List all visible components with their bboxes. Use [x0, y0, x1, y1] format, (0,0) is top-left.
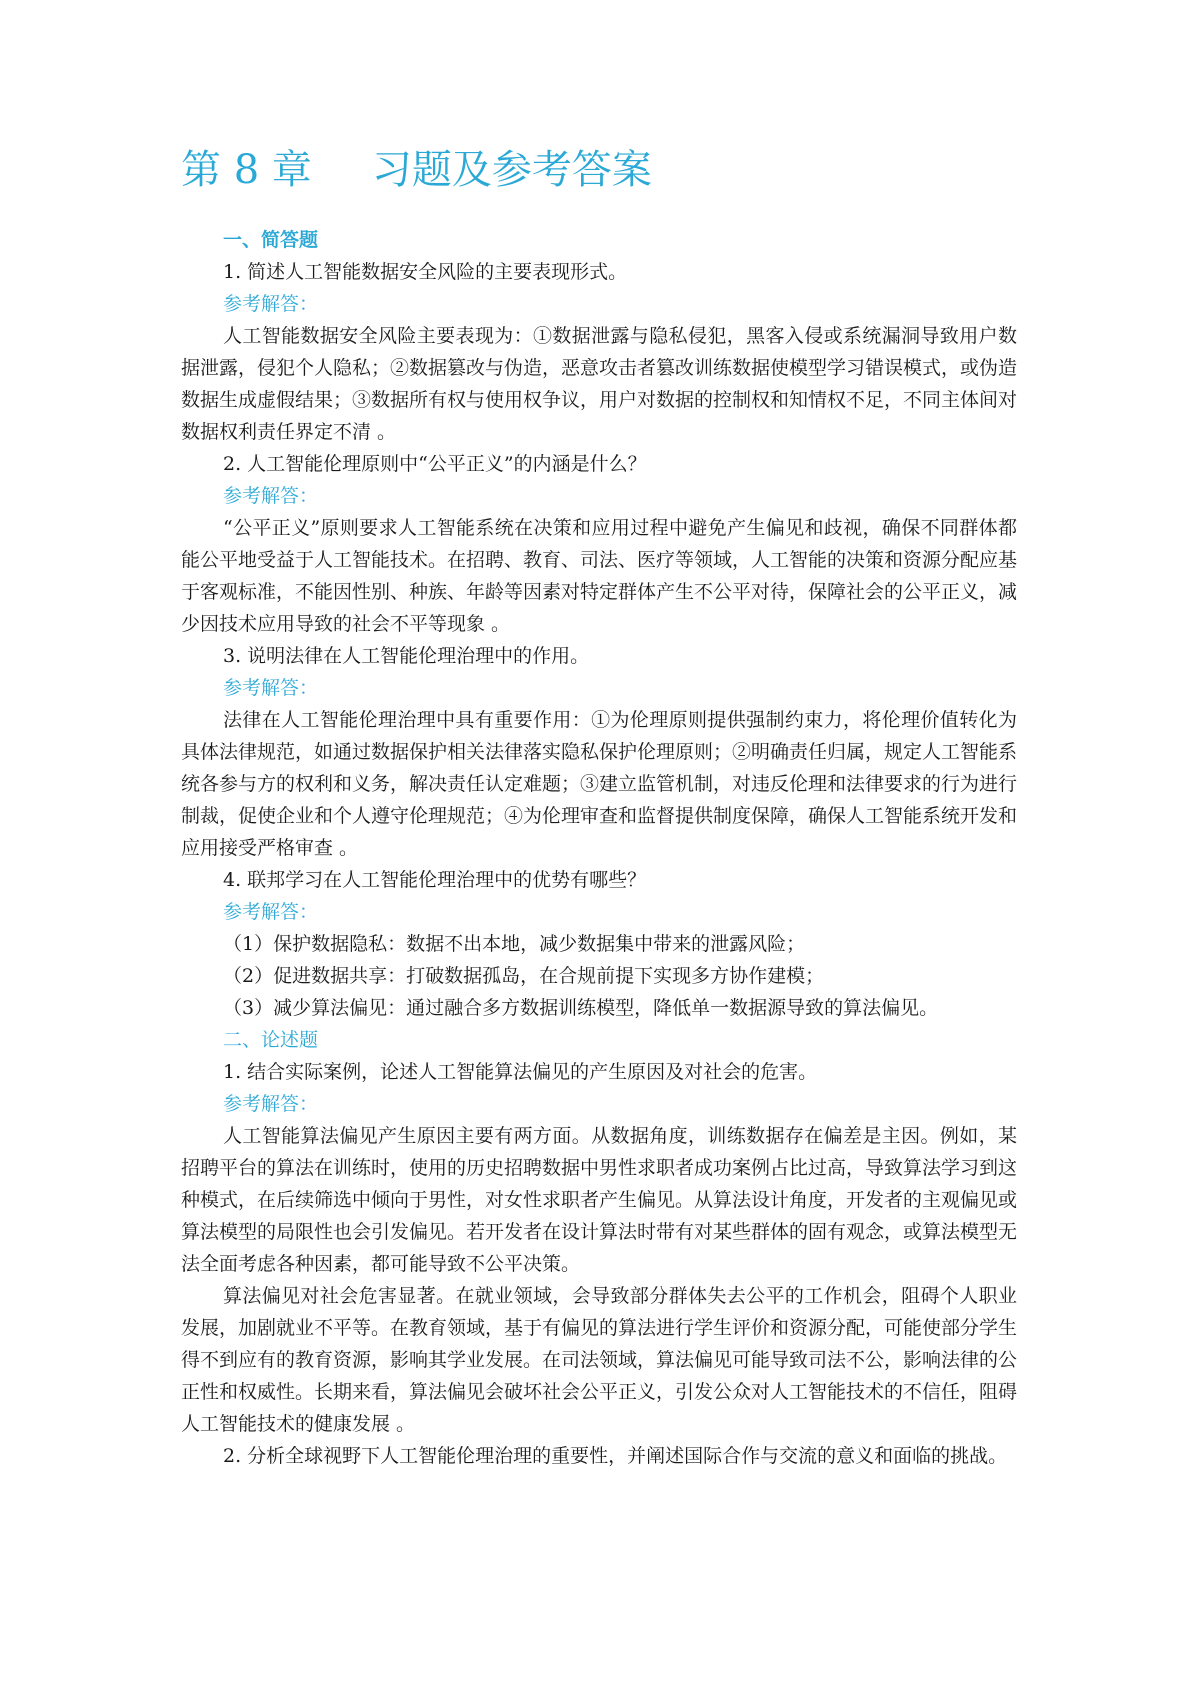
answer-label: 参考解答：: [223, 293, 319, 315]
answer-label: 参考解答：: [223, 901, 319, 923]
answer-2: “公平正义”原则要求人工智能系统在决策和应用过程中避免产生偏见和歧视，确保不同群体都能公平地受益于人工智能技术。在招聘、教育、司法、医疗等领域，人工智能的决策和资源分配应基于客观标准，不能因性别、种族、年龄等因素对特定群体产生不公平对待，保障社会的公平正义，减少因技术应用导致的社会不平等现象 。: [181, 517, 1018, 635]
essay-question-1: 1. 结合实际案例，论述人工智能算法偏见的产生原因及对社会的危害。: [223, 1061, 818, 1083]
answer-3: 法律在人工智能伦理治理中具有重要作用：①为伦理原则提供强制约束力，将伦理价值转化为具体法律规范，如通过数据保护相关法律落实隐私保护伦理原则；②明确责任归属，规定人工智能系统各参与方的权利和义务，解决责任认定难题；③建立监管机制，对违反伦理和法律要求的行为进行制裁，促使企业和个人遵守伦理规范；④为伦理审查和监督提供制度保障，确保人工智能系统开发和应用接受严格审查 。: [181, 709, 1018, 859]
chapter-title: [181, 140, 652, 200]
answer-label: 参考解答：: [223, 485, 319, 507]
answer-list-item: （1）保护数据隐私：数据不出本地，减少数据集中带来的泄露风险；: [223, 933, 806, 955]
essay-answer-1-paragraph-2: 算法偏见对社会危害显著。在就业领域，会导致部分群体失去公平的工作机会，阻碍个人职业发展，加剧就业不平等。在教育领域，基于有偏见的算法进行学生评价和资源分配，可能使部分学生得不到应有的教育资源，影响其学业发展。在司法领域，算法偏见可能导致司法不公，影响法律的公正性和权威性。长期来看，算法偏见会破坏社会公平正义，引发公众对人工智能技术的不信任，阻碍人工智能技术的健康发展 。: [181, 1285, 1018, 1435]
section-heading-essay: 二、论述题: [223, 1029, 319, 1051]
answer-list-item: （2）促进数据共享：打破数据孤岛，在合规前提下实现多方协作建模；: [223, 965, 825, 987]
question-4: 4. 联邦学习在人工智能伦理治理中的优势有哪些？: [223, 869, 647, 891]
essay-answer-1-paragraph-1: 人工智能算法偏见产生原因主要有两方面。从数据角度，训练数据存在偏差是主因。例如，某招聘平台的算法在训练时，使用的历史招聘数据中男性求职者成功案例占比过高，导致算法学习到这种模式，在后续筛选中倾向于男性，对女性求职者产生偏见。从算法设计角度，开发者的主观偏见或算法模型的局限性也会引发偏见。若开发者在设计算法时带有对某些群体的固有观念，或算法模型无法全面考虑各种因素，都可能导致不公平决策。: [181, 1125, 1018, 1275]
chapter-number: 第 8 章: [181, 147, 312, 193]
chapter-name: 习题及参考答案: [371, 147, 652, 193]
answer-1: 人工智能数据安全风险主要表现为：①数据泄露与隐私侵犯，黑客入侵或系统漏洞导致用户数据泄露，侵犯个人隐私；②数据篡改与伪造，恶意攻击者篡改训练数据使模型学习错误模式，或伪造数据生成虚假结果；③数据所有权与使用权争议，用户对数据的控制权和知情权不足，不同主体间对数据权利责任界定不清 。: [181, 325, 1018, 443]
essay-question-2: 2. 分析全球视野下人工智能伦理治理的重要性，并阐述国际合作与交流的意义和面临的挑战。: [223, 1445, 1008, 1467]
question-1: 1. 简述人工智能数据安全风险的主要表现形式。: [223, 261, 628, 283]
answer-label: 参考解答：: [223, 1093, 319, 1115]
answer-label: 参考解答：: [223, 677, 319, 699]
question-2: 2. 人工智能伦理原则中“公平正义”的内涵是什么？: [223, 453, 647, 475]
question-3: 3. 说明法律在人工智能伦理治理中的作用。: [223, 645, 590, 667]
answer-list-item: （3）减少算法偏见：通过融合多方数据训练模型，降低单一数据源导致的算法偏见。: [223, 997, 939, 1019]
section-heading-short-answer: 一、简答题: [223, 229, 319, 251]
chapter-content: [181, 224, 1017, 1472]
